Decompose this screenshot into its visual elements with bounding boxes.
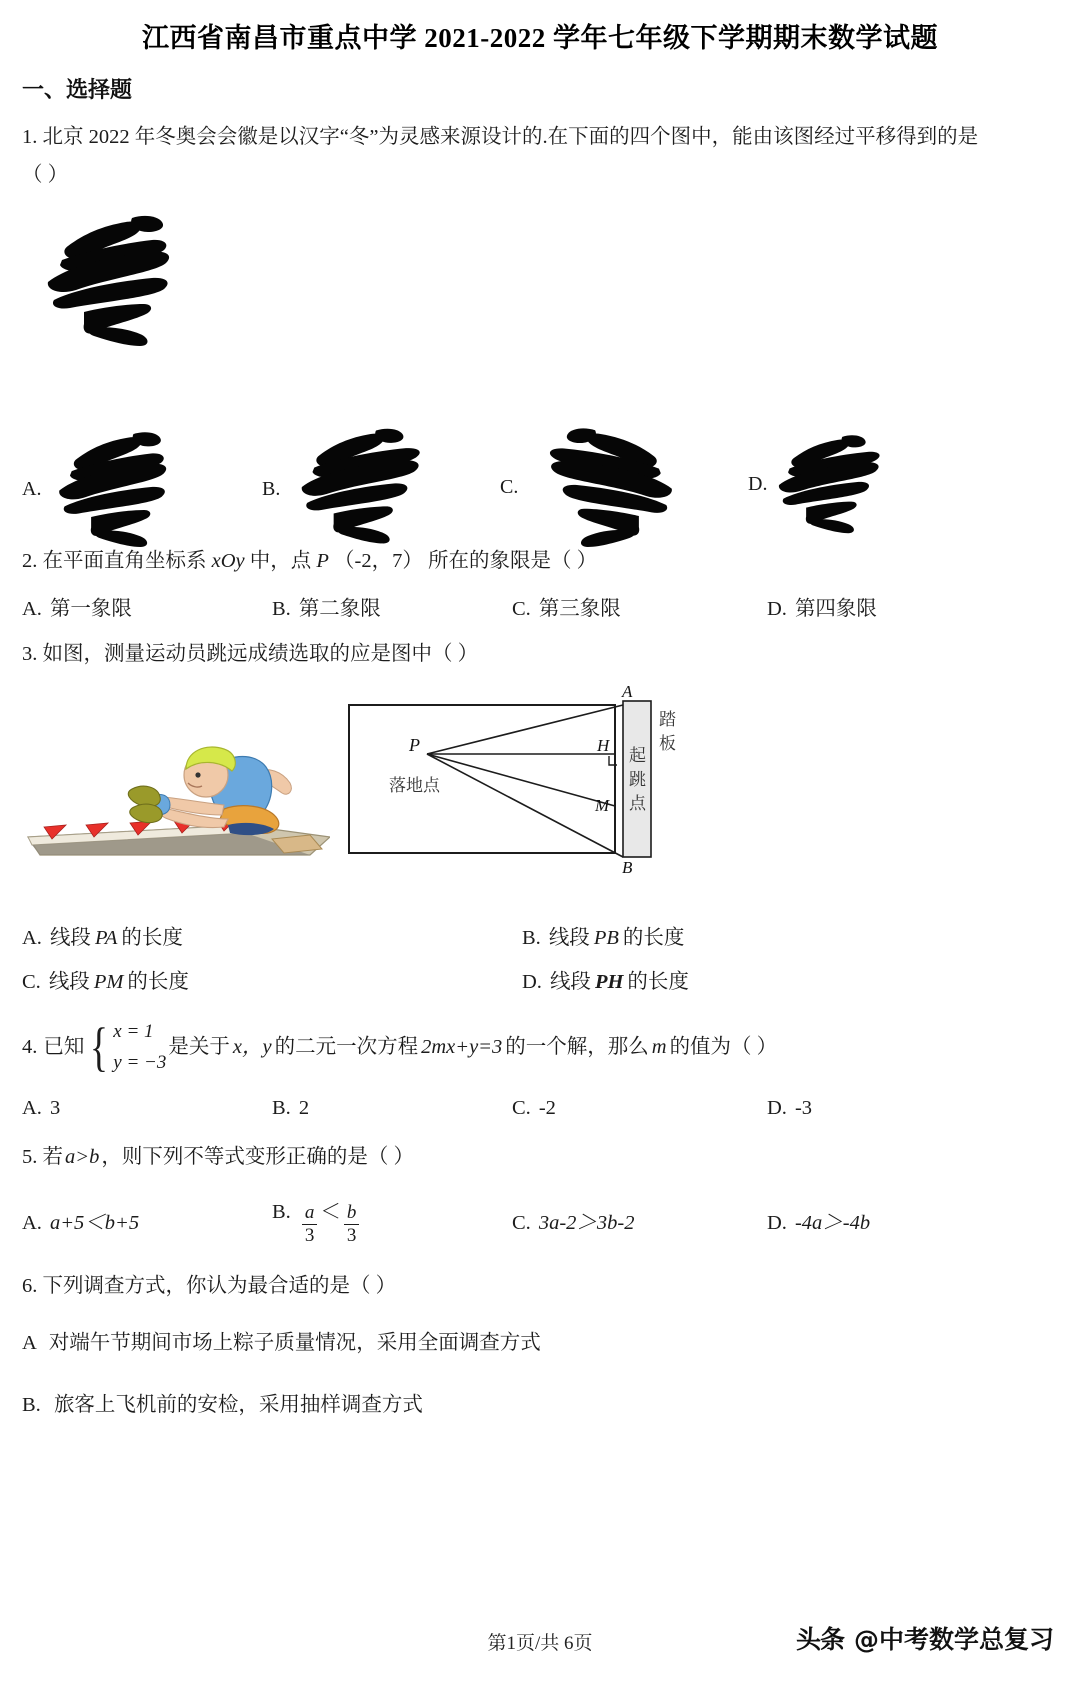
question-3-option-a-pre: 线段: [49, 927, 91, 950]
question-2-option-c-label: C.: [512, 598, 531, 621]
svg-text:点: 点: [629, 794, 646, 814]
question-6-option-a-label: A: [22, 1332, 36, 1355]
question-1: [22, 122, 1058, 192]
question-2-option-a-label: A.: [22, 598, 42, 621]
question-5: [22, 1142, 1058, 1174]
question-1-stem: 北京 2022 年冬奥会会徽是以汉字“冬”为灵感来源设计的.在下面的四个图中，能由该图经过平移得到的是: [42, 126, 979, 148]
question-4-option-d-text: ‑3: [794, 1096, 813, 1119]
question-2-option-b[interactable]: [272, 591, 512, 621]
question-2-option-c[interactable]: [512, 591, 767, 621]
question-3-option-a-seg: PA: [94, 927, 118, 950]
question-4-equation-1: x = 1: [113, 1021, 154, 1043]
question-2-stem-post: 所在的象限是（ ）: [428, 549, 598, 572]
question-6-stem: 下列调查方式，你认为最合适的是（ ）: [42, 1274, 397, 1297]
question-6: [22, 1271, 1058, 1303]
page-title: 江西省南昌市重点中学 2021-2022 学年七年级下学期期末数学试题: [142, 23, 938, 53]
question-2-number: 2.: [22, 549, 38, 572]
question-3-option-b-label: B.: [522, 927, 541, 950]
long-jumper-illustration: [10, 709, 330, 864]
question-3-option-c-pre: 线段: [48, 971, 90, 994]
question-3-option-d-seg: PH: [594, 971, 624, 994]
question-2-option-d-label: D.: [767, 598, 787, 621]
question-3-option-c-label: C.: [22, 971, 41, 994]
question-1-figures: [0, 198, 1080, 528]
question-5-option-d-text: ‑4a＞‑4b: [794, 1212, 871, 1235]
question-4-number: 4.: [22, 1035, 38, 1058]
question-6-option-a-text: 对端午节期间市场上粽子质量情况，采用全面调查方式: [48, 1332, 541, 1355]
question-6-option-b-label: B.: [22, 1394, 41, 1417]
question-3-option-d[interactable]: [522, 964, 689, 994]
svg-text:M: M: [595, 796, 610, 816]
question-3-option-c-seg: PM: [93, 971, 124, 994]
long-jump-diagram: [345, 681, 685, 901]
question-5-option-b-label: B.: [272, 1200, 291, 1223]
calligraphy-dong-a-icon: [47, 422, 197, 557]
fraction-1-denominator: 3: [302, 1224, 318, 1247]
question-5-option-b-fraction-2: [344, 1202, 360, 1247]
watermark-prefix: 头条: [795, 1625, 844, 1654]
question-3-option-d-label: D.: [522, 971, 542, 994]
question-4-option-a[interactable]: [22, 1097, 272, 1120]
question-1-option-d-label: D.: [748, 472, 768, 495]
question-2-option-d[interactable]: [767, 591, 877, 621]
question-6-option-b[interactable]: [22, 1390, 1058, 1422]
question-1-answer-paren: （ ）: [22, 163, 69, 186]
question-2-stem-pre: 在平面直角坐标系: [42, 549, 207, 572]
question-4-option-c[interactable]: [512, 1097, 767, 1120]
question-3-option-a[interactable]: [22, 920, 522, 950]
question-4-options: [22, 1097, 1058, 1120]
question-5-condition: a>b: [65, 1145, 100, 1168]
question-5-option-c-text: 3a‑2＞3b‑2: [538, 1212, 635, 1235]
svg-text:板: 板: [659, 734, 676, 754]
question-4-option-d[interactable]: [767, 1097, 812, 1120]
question-3: [22, 639, 1058, 671]
question-4-equation-2: y = −3: [113, 1052, 167, 1074]
question-1-option-c[interactable]: [500, 420, 679, 555]
question-5-option-b[interactable]: [272, 1194, 512, 1247]
question-4-equation: 2mx+y=3: [421, 1035, 503, 1058]
question-3-option-d-pre: 线段: [549, 971, 591, 994]
question-5-option-c-label: C.: [512, 1212, 531, 1235]
question-2-stem-mid: 中，点: [249, 549, 312, 572]
question-2-option-d-text: 第四象限: [794, 598, 877, 621]
question-1-number: 1.: [22, 126, 38, 148]
question-4-option-c-label: C.: [512, 1096, 531, 1119]
question-5-option-d-label: D.: [767, 1212, 787, 1235]
svg-text:B: B: [622, 858, 633, 878]
question-4-option-d-label: D.: [767, 1096, 787, 1119]
question-4-var-m: m: [651, 1035, 667, 1058]
question-3-option-a-label: A.: [22, 927, 42, 950]
svg-text:A: A: [622, 682, 633, 702]
question-2-option-a-text: 第一象限: [49, 598, 132, 621]
calligraphy-dong-d-icon: [773, 426, 901, 543]
question-4-option-a-label: A.: [22, 1096, 42, 1119]
question-1-option-a-label: A.: [22, 477, 42, 500]
question-4-stem-post: 的一个解，那么: [505, 1035, 649, 1058]
question-1-option-c-label: C.: [500, 475, 519, 498]
question-5-options: [22, 1194, 1058, 1247]
question-6-number: 6.: [22, 1274, 38, 1297]
question-4-system: [86, 1016, 166, 1079]
question-3-option-a-post: 的长度: [121, 927, 183, 950]
question-3-option-d-post: 的长度: [627, 971, 689, 994]
page-number: 第1页/共 6页: [487, 1633, 593, 1654]
question-5-number: 5.: [22, 1145, 38, 1168]
question-4: [22, 1016, 1058, 1079]
question-3-option-b-seg: PB: [593, 927, 619, 950]
fraction-2-denominator: 3: [344, 1224, 360, 1247]
calligraphy-dong-c-icon: [524, 420, 679, 555]
question-5-stem-post: ，则下列不等式变形正确的是（ ）: [101, 1145, 414, 1168]
question-4-stem-pre: 已知: [43, 1035, 85, 1058]
question-3-options-row1: [22, 920, 1058, 950]
question-3-option-c[interactable]: [22, 964, 522, 994]
question-2-options: [22, 591, 1058, 621]
question-3-option-b-pre: 线段: [548, 927, 590, 950]
question-2-point-p: P: [316, 549, 329, 572]
question-3-stem: 如图，测量运动员跳远成绩选取的应是图中（ ）: [42, 643, 479, 666]
question-2-coords: （‑2，7）: [334, 549, 423, 572]
question-4-option-c-text: ‑2: [538, 1096, 556, 1119]
fraction-1-numerator: a: [304, 1201, 315, 1223]
question-2-xoy: xOy: [211, 549, 245, 572]
question-5-option-a-label: A.: [22, 1212, 42, 1235]
watermark: [796, 1620, 1054, 1656]
question-5-option-c[interactable]: [512, 1205, 767, 1235]
question-5-option-b-relation: ＜: [320, 1200, 341, 1223]
question-6-option-a[interactable]: [22, 1328, 1058, 1360]
question-3-options-row2: [22, 964, 1058, 994]
question-6-option-b-text: 旅客上飞机前的安检，采用抽样调查方式: [53, 1394, 423, 1417]
question-5-option-d[interactable]: [767, 1205, 870, 1235]
calligraphy-dong-main-icon: [40, 208, 210, 353]
question-4-stem-mid2: 的二元一次方程: [274, 1035, 419, 1058]
question-3-number: 3.: [22, 643, 38, 666]
question-4-option-b[interactable]: [272, 1097, 512, 1120]
svg-text:踏: 踏: [659, 710, 676, 730]
question-5-stem-pre: 若: [42, 1145, 63, 1168]
question-1-option-d[interactable]: [748, 426, 901, 543]
fraction-2-numerator: b: [346, 1201, 357, 1223]
watermark-text: @中考数学总复习: [853, 1625, 1054, 1654]
question-5-option-a[interactable]: [22, 1205, 272, 1235]
question-1-option-b-label: B.: [262, 477, 281, 500]
question-4-stem-mid: 是关于: [168, 1035, 230, 1058]
question-2-option-c-text: 第三象限: [538, 598, 621, 621]
question-3-option-c-post: 的长度: [127, 971, 189, 994]
question-3-figure: [0, 681, 1080, 906]
question-4-stem-end: 的值为（ ）: [669, 1035, 778, 1058]
question-3-option-b[interactable]: [522, 920, 684, 950]
system-brace: {: [90, 1016, 109, 1077]
question-4-option-b-text: 2: [298, 1096, 310, 1119]
question-1-option-b[interactable]: [262, 422, 436, 557]
question-2-option-a[interactable]: [22, 591, 272, 621]
question-5-option-b-fraction-1: [302, 1202, 318, 1247]
question-4-option-b-label: B.: [272, 1096, 291, 1119]
question-3-option-b-post: 的长度: [622, 927, 685, 950]
question-4-option-a-text: 3: [49, 1096, 61, 1119]
question-1-option-a[interactable]: [22, 422, 197, 557]
question-5-option-a-text: a+5＜b+5: [49, 1212, 140, 1235]
question-4-vars: x，y: [232, 1035, 272, 1058]
page-footer: [0, 1620, 1080, 1666]
svg-text:H: H: [597, 736, 610, 756]
svg-text:P: P: [409, 735, 420, 756]
svg-text:跳: 跳: [629, 770, 646, 790]
calligraphy-dong-b-icon: [286, 422, 436, 557]
question-2-option-b-text: 第二象限: [298, 598, 381, 621]
question-2-option-b-label: B.: [272, 598, 291, 621]
exam-page: [0, 16, 1080, 1692]
svg-text:落地点: 落地点: [389, 776, 440, 796]
section-heading: 一、选择题: [22, 77, 133, 102]
svg-text:起: 起: [629, 746, 646, 766]
